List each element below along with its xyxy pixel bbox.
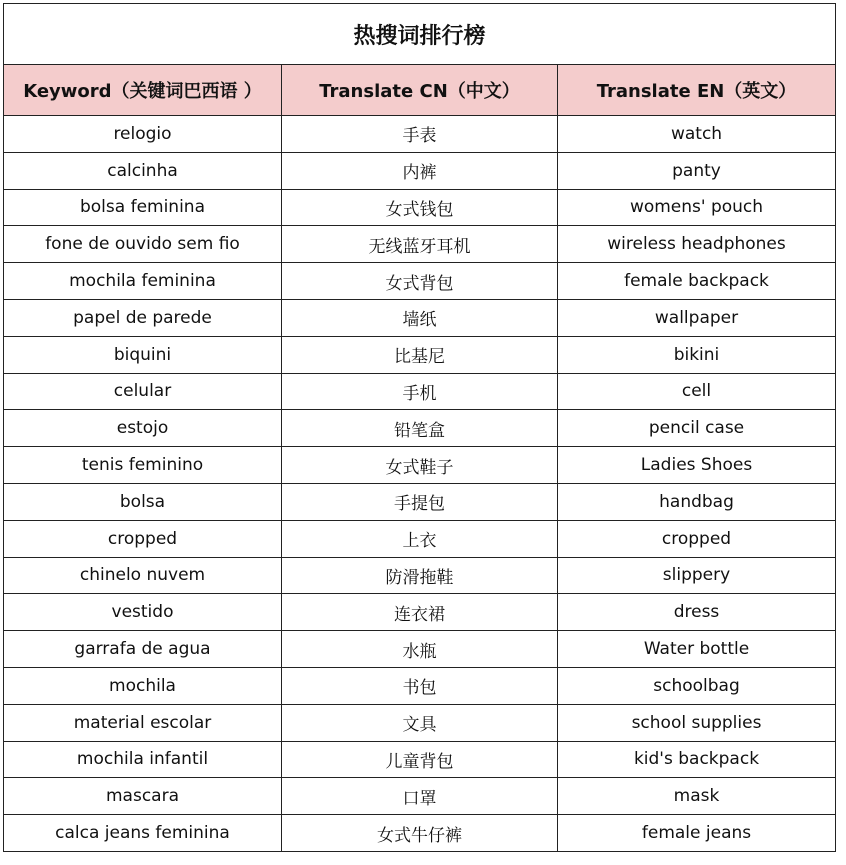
translate-en-cell: school supplies	[558, 704, 836, 741]
table-row	[4, 373, 836, 410]
translate-en-cell: kid's backpack	[558, 741, 836, 778]
translate-cn-cell: 连衣裙	[282, 594, 558, 631]
translate-cn-cell: 手提包	[282, 483, 558, 520]
keyword-cell: material escolar	[4, 704, 282, 741]
table-row	[4, 815, 836, 852]
table-row	[4, 631, 836, 668]
translate-cn-cell: 上衣	[282, 520, 558, 557]
keyword-cell: estojo	[4, 410, 282, 447]
translate-en-cell: cropped	[558, 520, 836, 557]
table-title: 热搜词排行榜	[4, 4, 836, 65]
translate-en-cell: schoolbag	[558, 667, 836, 704]
table-row	[4, 741, 836, 778]
translate-en-cell: pencil case	[558, 410, 836, 447]
table-row	[4, 189, 836, 226]
title-row	[4, 4, 836, 65]
table-row	[4, 704, 836, 741]
translate-en-cell: womens' pouch	[558, 189, 836, 226]
translate-cn-cell: 女式鞋子	[282, 447, 558, 484]
translate-cn-cell: 儿童背包	[282, 741, 558, 778]
table-row	[4, 263, 836, 300]
keyword-cell: calcinha	[4, 152, 282, 189]
keyword-cell: papel de parede	[4, 299, 282, 336]
translate-en-cell: panty	[558, 152, 836, 189]
translate-cn-cell: 书包	[282, 667, 558, 704]
table-row	[4, 483, 836, 520]
table-row	[4, 520, 836, 557]
keyword-cell: mascara	[4, 778, 282, 815]
keyword-cell: biquini	[4, 336, 282, 373]
translate-cn-cell: 防滑拖鞋	[282, 557, 558, 594]
translate-en-cell: cell	[558, 373, 836, 410]
table-body	[4, 116, 836, 852]
translate-cn-cell: 手表	[282, 116, 558, 153]
keyword-cell: garrafa de agua	[4, 631, 282, 668]
translate-cn-cell: 女式牛仔裤	[282, 815, 558, 852]
translate-cn-cell: 水瓶	[282, 631, 558, 668]
keyword-cell: mochila feminina	[4, 263, 282, 300]
translate-cn-cell: 无线蓝牙耳机	[282, 226, 558, 263]
column-header-translate-en: Translate EN（英文）	[558, 65, 836, 116]
translate-en-cell: dress	[558, 594, 836, 631]
table-row	[4, 226, 836, 263]
keyword-cell: chinelo nuvem	[4, 557, 282, 594]
translate-en-cell: bikini	[558, 336, 836, 373]
table-row	[4, 152, 836, 189]
table-row	[4, 410, 836, 447]
translate-cn-cell: 铅笔盒	[282, 410, 558, 447]
translate-cn-cell: 比基尼	[282, 336, 558, 373]
translate-cn-cell: 手机	[282, 373, 558, 410]
translate-en-cell: mask	[558, 778, 836, 815]
keyword-cell: celular	[4, 373, 282, 410]
translate-en-cell: handbag	[558, 483, 836, 520]
keyword-cell: mochila	[4, 667, 282, 704]
column-header-keyword: Keyword（关键词巴西语 ）	[4, 65, 282, 116]
translate-cn-cell: 墙纸	[282, 299, 558, 336]
column-header-translate-cn: Translate CN（中文）	[282, 65, 558, 116]
translate-cn-cell: 文具	[282, 704, 558, 741]
translate-en-cell: watch	[558, 116, 836, 153]
keyword-cell: bolsa feminina	[4, 189, 282, 226]
keyword-cell: relogio	[4, 116, 282, 153]
table-row	[4, 557, 836, 594]
translate-en-cell: slippery	[558, 557, 836, 594]
translate-en-cell: wireless headphones	[558, 226, 836, 263]
table-row	[4, 299, 836, 336]
keyword-cell: calca jeans feminina	[4, 815, 282, 852]
keyword-cell: tenis feminino	[4, 447, 282, 484]
hot-keywords-table	[3, 3, 836, 852]
translate-cn-cell: 女式背包	[282, 263, 558, 300]
table-row	[4, 778, 836, 815]
translate-cn-cell: 内裤	[282, 152, 558, 189]
keyword-cell: bolsa	[4, 483, 282, 520]
table-row	[4, 336, 836, 373]
translate-cn-cell: 女式钱包	[282, 189, 558, 226]
translate-en-cell: wallpaper	[558, 299, 836, 336]
translate-en-cell: female backpack	[558, 263, 836, 300]
translate-en-cell: Ladies Shoes	[558, 447, 836, 484]
hot-keywords-table-container	[3, 3, 835, 852]
keyword-cell: vestido	[4, 594, 282, 631]
table-row	[4, 667, 836, 704]
header-row	[4, 65, 836, 116]
translate-cn-cell: 口罩	[282, 778, 558, 815]
keyword-cell: mochila infantil	[4, 741, 282, 778]
table-row	[4, 447, 836, 484]
table-row	[4, 116, 836, 153]
translate-en-cell: Water bottle	[558, 631, 836, 668]
keyword-cell: fone de ouvido sem fio	[4, 226, 282, 263]
translate-en-cell: female jeans	[558, 815, 836, 852]
keyword-cell: cropped	[4, 520, 282, 557]
table-row	[4, 594, 836, 631]
